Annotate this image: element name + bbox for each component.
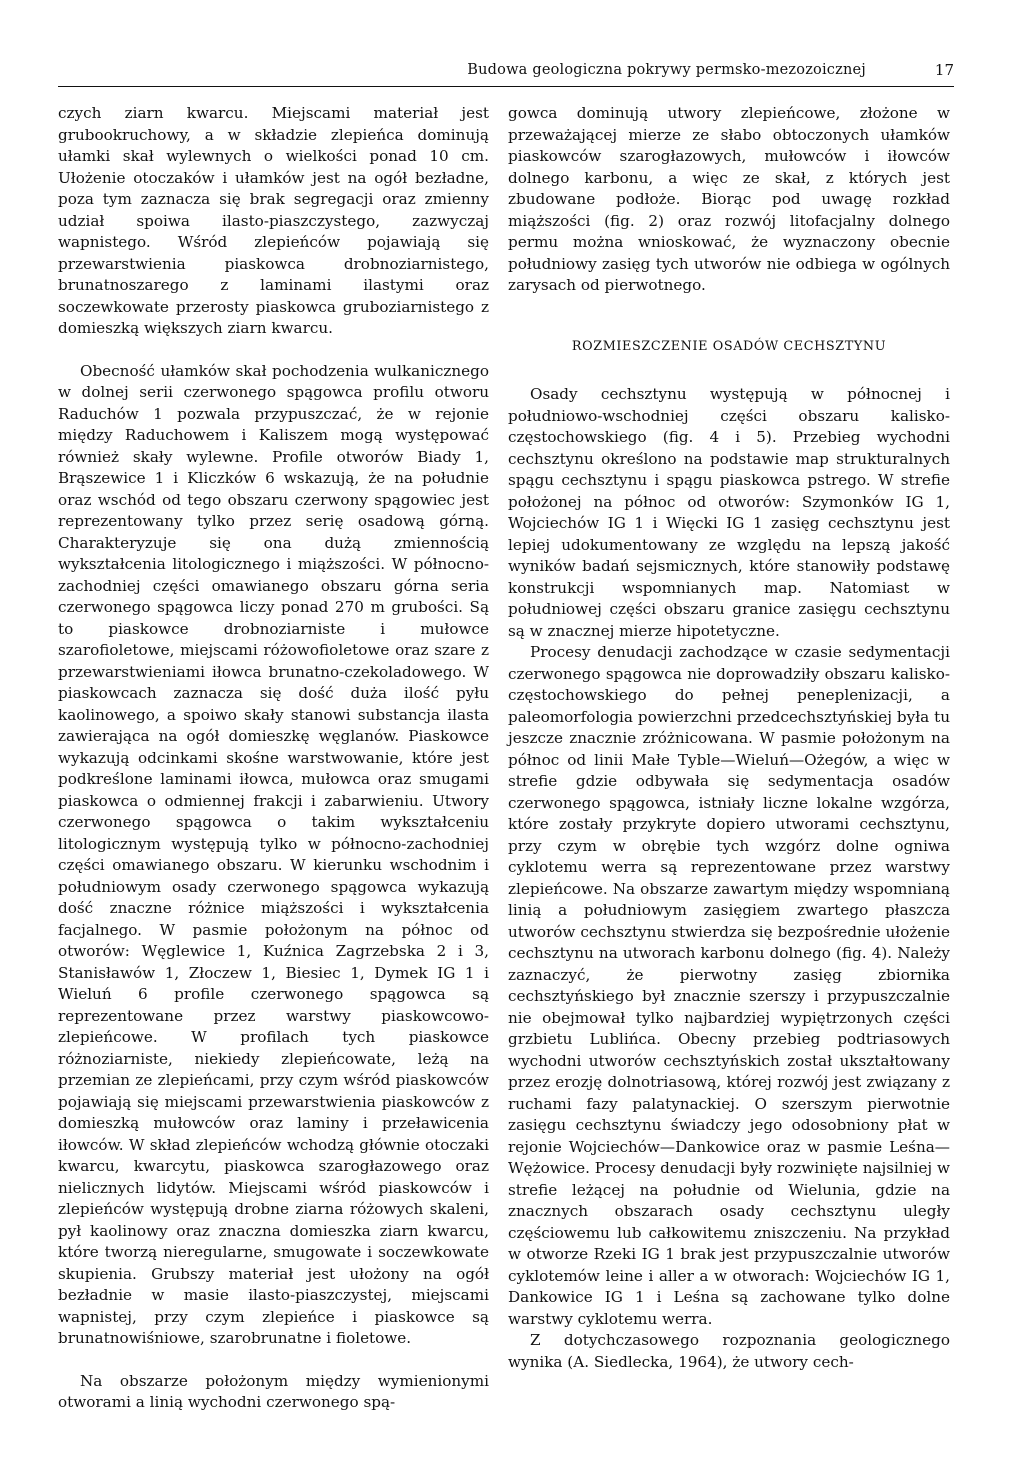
paragraph: Procesy denudacji zachodzące w czasie sedymentacji czerwonego spągowca nie doprowadziły obszaru kalisko-częstochowskiego do pełnej peneplenizacji, a paleomorfologia powierzchni przedcechsztyńskiej była tu jeszcze znacznie zróżnicowana. W pasmie położonym na północ od linii Małe Tyble—Wieluń—Ożegów, a więc w strefie gdzie odbywała się sedymentacja osadów czerwonego spągowca, istniały liczne lokalne wzgórza, które zostały przykryte dopiero utworami cechsztynu, przy czym w obrębie tych wzgórz dolne ogniwa cyklotemu werra są reprezentowane przez warstwy zlepieńcowe. Na obszarze zawartym między wspomnianą linią a południowym zasięgiem zwartego płaszcza utworów cechsztynu stwierdza się bezpośrednie ułożenie cechsztynu na utworach karbonu dolnego (fig. 4). Należy zaznaczyć, że pierwotny zasięg zbiornika cechsztyńskiego był znacznie szerszy i przypuszczalnie nie obejmował tylko najbardziej wypiętrzonych części grzbietu Lublińca. Obecny przebieg podtriasowych wychodni utworów cechsztyńskich został ukształtowany przez erozję dolnotriasową, której rozwój jest związany z ruchami fazy palatynackiej. O szerszym pierwotnie zasięgu cechsztynu świadczy jego odosobniony płat w rejonie Wojciechów—Dankowice oraz w pasmie Leśna—Wężowice. Procesy denudacji były rozwinięte najsilniej w strefie leżącej na południe od Wielunia, gdzie na znacznych obszarach osady cechsztynu uległy częściowemu lub całkowitemu zniszczeniu. Na przykład w otworze Rzeki IG 1 brak jest przypuszczalnie utworów cyklotemów leine i aller a w otworach: Wojciechów IG 1, Dankowice IG 1 i Leśna są zachowane tylko dolne warstwy cyklotemu werra. <box>508 643 950 1328</box>
right-column <box>508 103 950 1373</box>
paragraph: Osady cechsztynu występują w północnej i południowo-wschodniej części obszaru kalisko-częstochowskiego (fig. 4 i 5). Przebieg wychodni cechsztynu określono na podstawie map strukturalnych spągu cechsztynu i spągu piaskowca pstrego. W strefie położonej na północ od otworów: Szymonków IG 1, Wojciechów IG 1 i Więcki IG 1 zasięg cechsztynu jest lepiej udokumentowany ze względu na lepszą jakość wyników badań sejsmicznych, które stanowiły podstawę konstrukcji wspomnianych map. Natomiast w południowej części obszaru granice zasięgu cechsztynu są w znacznej mierze hipotetyczne. <box>508 385 950 640</box>
page-number: 17 <box>934 61 954 79</box>
running-title: Budowa geologiczna pokrywy permsko-mezozoicznej <box>467 62 866 78</box>
paragraph: Na obszarze położonym między wymienionymi otworami a linią wychodni czerwonego spą- <box>58 1371 489 1411</box>
running-header <box>58 60 954 87</box>
paragraph: gowca dominują utwory zlepieńcowe, złożone w przeważającej mierze ze słabo obtoczonych ułamków piaskowców szarogłazowych, mułowców i iłowców dolnego karbonu, a więc ze skał, z których jest zbudowane podłoże. Biorąc pod uwagę rozkład miąższości (fig. 2) oraz rozwój litofacjalny dolnego permu można wnioskować, że wyznaczony obecnie południowy zasięg tych utworów nie odbiega w ogólnych zarysach od pierwotnego. <box>508 104 950 294</box>
paragraph: Z dotychczasowego rozpoznania geologicznego wynika (A. Siedlecka, 1964), że utwory cech- <box>508 1331 950 1371</box>
left-column <box>58 103 489 1414</box>
paragraph: czych ziarn kwarcu. Miejscami materiał jest grubookruchowy, a w składzie zlepieńca dominują ułamki skał wylewnych o wielkości ponad 10 cm. Ułożenie otoczaków i ułamków jest na ogół bezładne, poza tym zaznacza się brak segregacji oraz zmienny udział spoiwa ilasto-piaszczystego, zazwyczaj wapnistego. Wśród zlepieńców pojawiają się przewarstwienia piaskowca drobnoziarnistego, brunatnoszarego z laminami ilastymi oraz soczewkowate przerosty piaskowca gruboziarnistego z domieszką większych ziarn kwarcu. <box>58 104 489 337</box>
section-heading: ROZMIESZCZENIE OSADÓW CECHSZTYNU <box>571 338 887 354</box>
paragraph: Obecność ułamków skał pochodzenia wulkanicznego w dolnej serii czerwonego spągowca profilu otworu Raduchów 1 pozwala przypuszczać, że w rejonie między Raduchowem i Kaliszem mogą występować również skały wylewne. Profile otworów Biady 1, Brąszewice 1 i Kliczków 6 wskazują, że na południe oraz wschód od tego obszaru czerwony spągowiec jest reprezentowany tylko przez serię osadową górną. Charakteryzuje się ona dużą zmiennością wykształcenia litologicznego i miąższości. W północno-zachodniej części omawianego obszaru górna seria czerwonego spągowca liczy ponad 270 m grubości. Są to piaskowce drobnoziarniste i mułowce szarofioletowe, miejscami różowofioletowe oraz szare z przewarstwieniami iłowca brunatno-czekoladowego. W piaskowcach zaznacza się dość duża ilość pyłu kaolinowego, a spoiwo skały stanowi substancja ilasta zawierająca na ogół domieszkę węglanów. Piaskowce wykazują odcinkami skośne warstwowanie, które jest podkreślone laminami iłowca, mułowca oraz smugami piaskowca o odmiennej frakcji i zabarwieniu. Utwory czerwonego spągowca o takim wykształceniu litologicznym występują tylko w północno-zachodniej części omawianego obszaru. W kierunku wschodnim i południowym osady czerwonego spągowca wykazują dość znaczne różnice miąższości i wykształcenia facjalnego. W pasmie położonym na północ od otworów: Węglewice 1, Kuźnica Zagrzebska 2 i 3, Stanisławów 1, Złoczew 1, Biesiec 1, Dymek IG 1 i Wieluń 6 profile czerwonego spągowca są reprezentowane przez warstwy piaskowcowo-zlepieńcowe. W profilach tych piaskowce różnoziarniste, niekiedy zlepieńcowate, leżą na przemian ze zlepieńcami, przy czym wśród piaskowców pojawiają się miejscami przewarstwienia piaskowców z domieszką mułowców oraz laminy i przeławicenia iłowców. W skład zlepieńców wchodzą głównie otoczaki kwarcu, kwarcytu, piaskowca szarogłazowego oraz nielicznych lidytów. Miejscami wśród piaskowców i zlepieńców występują drobne ziarna różowych skaleni, pył kaolinowy oraz znaczna domieszka ziarn kwarcu, które tworzą nieregularne, smugowate i soczewkowate skupienia. Grubszy materiał jest ułożony na ogół bezładnie w masie ilasto-piaszczystej, miejscami wapnistej, przy czym zlepieńce i piaskowce są brunatnowiśniowe, szarobrunatne i fioletowe. <box>58 361 489 1347</box>
